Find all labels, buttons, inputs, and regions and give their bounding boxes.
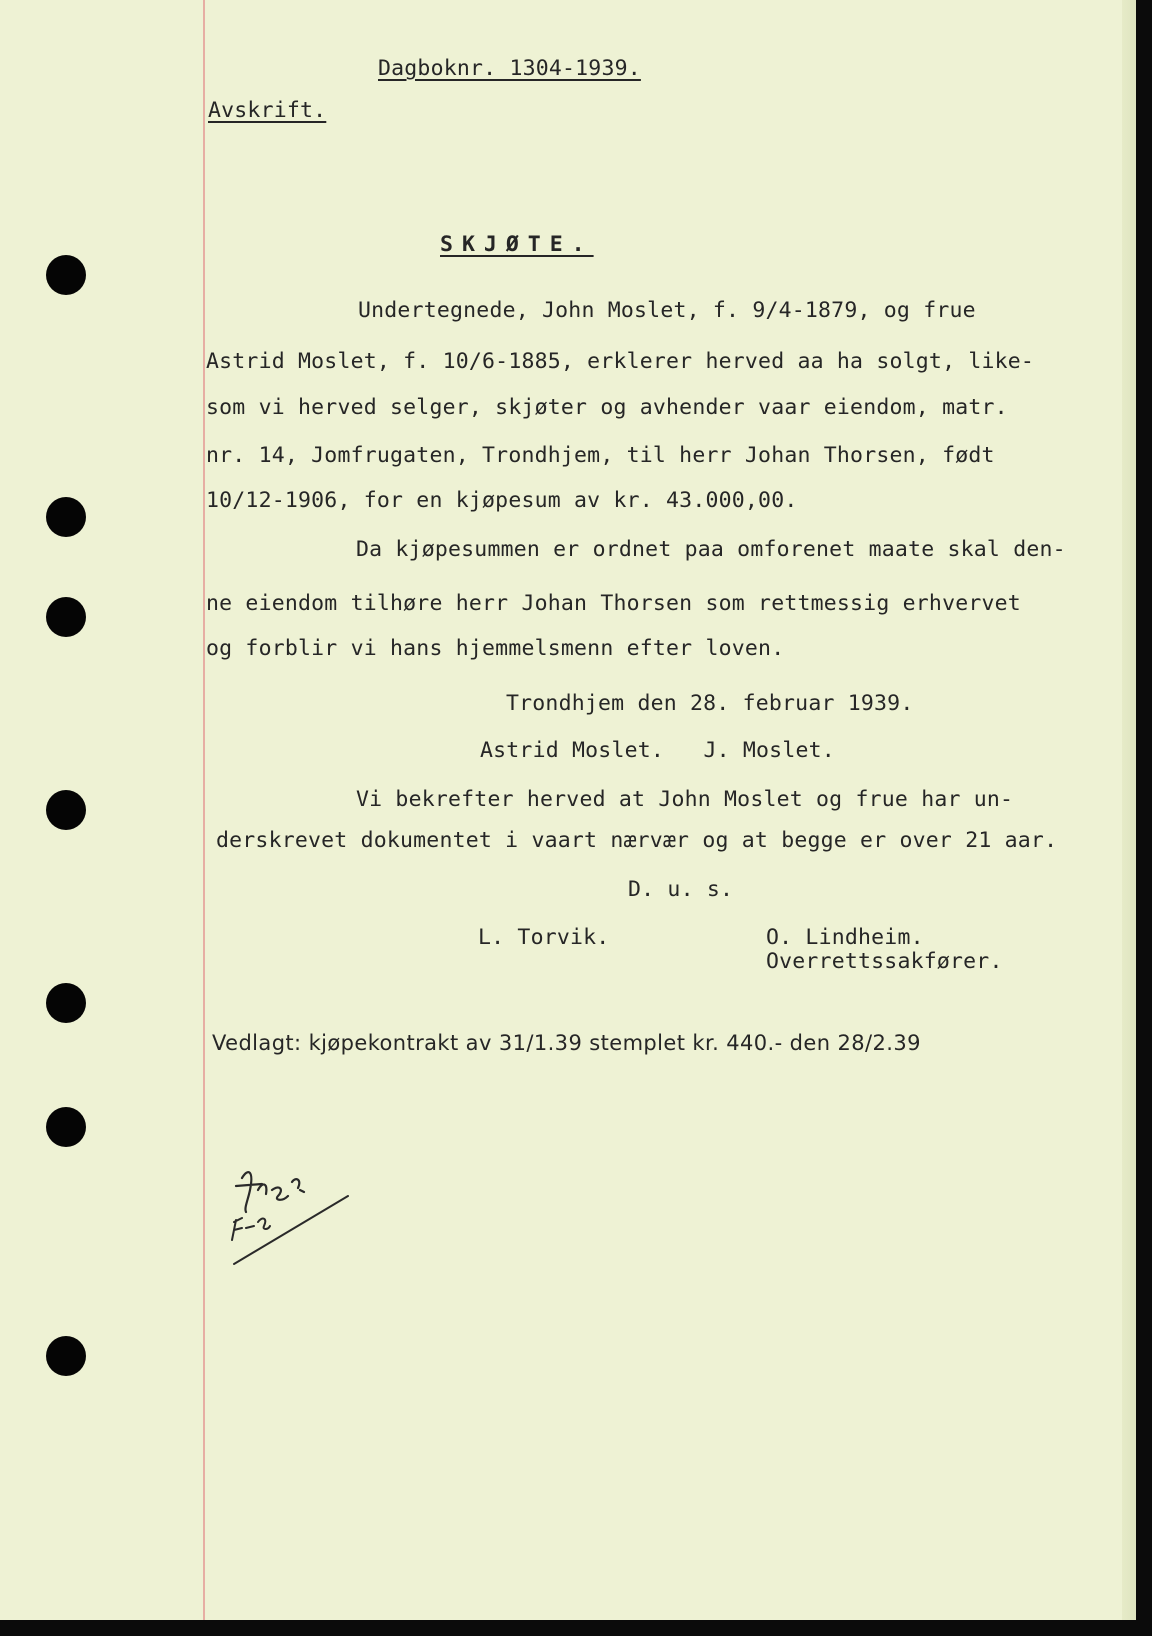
punch-hole — [46, 1336, 86, 1376]
copy-label: Avskrift. — [208, 98, 327, 123]
witness-statement-line: derskrevet dokumentet i vaart nærvær og at begge er over 21 aar. — [216, 828, 1058, 853]
body-line: som vi herved selger, skjøter og avhender vaar eiendom, matr. — [206, 395, 1008, 420]
punch-hole — [46, 255, 86, 295]
body-line: nr. 14, Jomfrugaten, Trondhjem, til herr Johan Thorsen, født — [206, 443, 995, 468]
body-line: Undertegnede, John Moslet, f. 9/4-1879, og frue — [358, 298, 976, 323]
punch-hole — [46, 1107, 86, 1147]
witness-title: Overrettssakfører. — [766, 949, 1003, 974]
punch-hole — [46, 790, 86, 830]
witness-signature: O. Lindheim. — [766, 925, 924, 950]
body-line: Da kjøpesummen er ordnet paa omforenet maate skal den- — [356, 537, 1066, 562]
dus-abbreviation: D. u. s. — [628, 877, 734, 902]
punch-hole — [46, 983, 86, 1023]
seller-signatures: Astrid Moslet. J. Moslet. — [480, 738, 835, 763]
document-title: SKJØTE. — [440, 232, 594, 257]
place-date: Trondhjem den 28. februar 1939. — [506, 691, 914, 716]
journal-number: Dagboknr. 1304-1939. — [378, 56, 641, 81]
punch-hole — [46, 597, 86, 637]
margin-line — [203, 0, 205, 1620]
witness-statement-line: Vi bekrefter herved at John Moslet og frue har un- — [356, 787, 1014, 812]
body-line: og forblir vi hans hjemmelsmenn efter loven. — [206, 636, 785, 661]
witness-signature: L. Torvik. — [478, 925, 610, 950]
body-line: Astrid Moslet, f. 10/6-1885, erklerer herved aa ha solgt, like- — [206, 349, 1035, 374]
body-line: ne eiendom tilhøre herr Johan Thorsen som rettmessig erhvervet — [206, 591, 1021, 616]
body-line: 10/12-1906, for en kjøpesum av kr. 43.000,00. — [206, 488, 798, 513]
attachment-note: Vedlagt: kjøpekontrakt av 31/1.39 stemplet kr. 440.- den 28/2.39 — [212, 1031, 921, 1055]
handwritten-annotation — [228, 1160, 368, 1270]
punch-hole — [46, 497, 86, 537]
